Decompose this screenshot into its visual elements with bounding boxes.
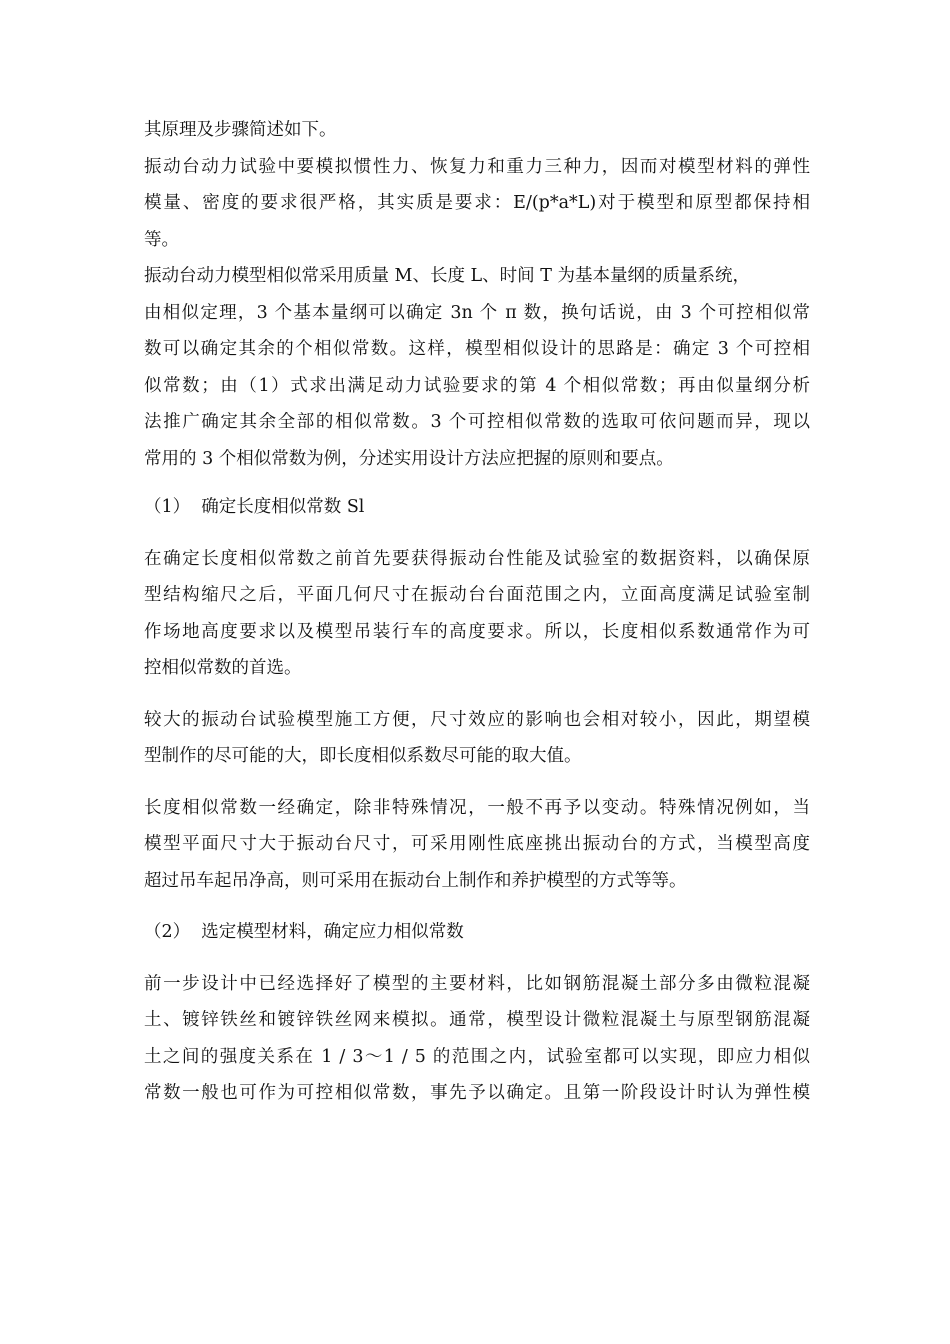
paragraph-line: 似常数；由（1）式求出满足动力试验要求的第 4 个相似常数；再由似量纲分析 [144,375,810,396]
section-heading-2: （2） 选定模型材料，确定应力相似常数 [144,922,464,942]
paragraph-line: 在确定长度相似常数之前首先要获得振动台性能及试验室的数据资料，以确保原 [144,548,810,569]
paragraph-3 [144,541,810,687]
paragraph-line: 作场地高度要求以及模型吊装行车的高度要求。所以，长度相似系数通常作为可 [144,621,810,642]
paragraph-line: 土之间的强度关系在 1 / 3～1 / 5 的范围之内，试验室都可以实现，即应力相似 [144,1046,810,1067]
paragraph-line: 前一步设计中已经选择好了模型的主要材料，比如钢筋混凝土部分多由微粒混凝 [144,973,810,994]
paragraph-line: 长度相似常数一经确定，除非特殊情况，一般不再予以变动。特殊情况例如，当 [144,797,810,818]
paragraph-line: 超过吊车起吊净高，则可采用在振动台上制作和养护模型的方式等等。 [144,870,687,891]
paragraph-2 [144,258,810,477]
paragraph-line: 等。 [144,229,179,250]
paragraph-line: 型制作的尽可能的大，即长度相似系数尽可能的取大值。 [144,746,582,766]
paragraph-6 [144,966,810,1112]
paragraph-line: 振动台动力模型相似常采用质量 M、长度 L、时间 T 为基本量纲的质量系统， [144,266,750,286]
paragraph-line: 模型平面尺寸大于振动台尺寸，可采用刚性底座挑出振动台的方式，当模型高度 [144,834,810,854]
paragraph-line: 模量、密度的要求很严格，其实质是要求：E/(p*a*L)对于模型和原型都保持相 [144,193,810,213]
paragraph-line: 常用的 3 个相似常数为例，分述实用设计方法应把握的原则和要点。 [144,448,674,469]
paragraph-line: 由相似定理，3 个基本量纲可以确定 3n 个 π 数，换句话说，由 3 个可控相似常 [144,302,810,323]
paragraph-line: 较大的振动台试验模型施工方便，尺寸效应的影响也会相对较小，因此，期望模 [144,709,810,730]
paragraph-line: 振动台动力试验中要模拟惯性力、恢复力和重力三种力，因而对模型材料的弹性 [144,156,810,177]
paragraph-5 [144,790,810,900]
paragraph-line: 土、镀锌铁丝和镀锌铁丝网来模拟。通常，模型设计微粒混凝土与原型钢筋混凝 [144,1010,810,1030]
paragraph-line: 数可以确定其余的个相似常数。这样，模型相似设计的思路是：确定 3 个可控相 [144,339,810,359]
document-page [144,112,810,1112]
paragraph-line: 型结构缩尺之后，平面几何尺寸在振动台台面范围之内，立面高度满足试验室制 [144,585,810,605]
paragraph-line: 法推广确定其余全部的相似常数。3 个可控相似常数的选取可依问题而异，现以 [144,412,810,432]
intro-line: 其原理及步骤简述如下。 [144,120,337,140]
paragraph-line: 常数一般也可作为可控相似常数，事先予以确定。且第一阶段设计时认为弹性模 [144,1083,810,1103]
paragraph-line: 控相似常数的首选。 [144,658,302,678]
paragraph-4 [144,702,810,775]
paragraph-1 [144,149,810,259]
section-heading-1: （1） 确定长度相似常数 Sl [144,497,365,517]
